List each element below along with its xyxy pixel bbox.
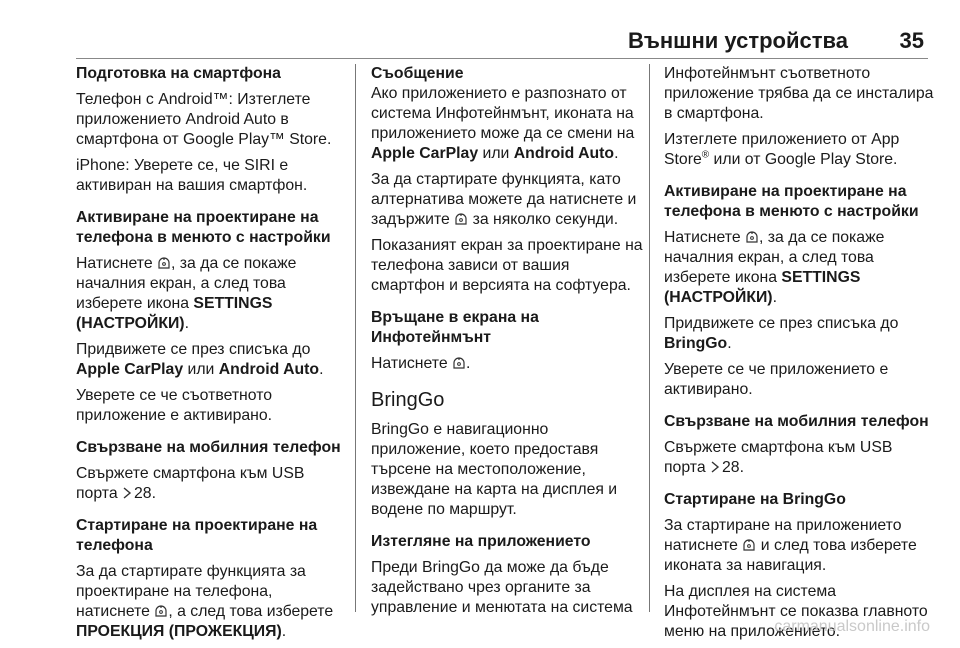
section-heading: Активиране на проектиране на телефона в менюто с настройки — [76, 209, 331, 246]
paragraph: BringGo е навигационно приложение, което предоставя търсене на местоположение, извеждане на карта на дисплея и водене по маршрут. — [371, 421, 618, 518]
registered-mark: ® — [701, 149, 710, 161]
paragraph: Инфотейнмънт съответното приложение трябва да се инсталира в смартфона. — [664, 65, 934, 122]
chapter-heading: BringGo — [371, 389, 445, 411]
paragraph: Уверете се че съответното приложение е активирано. — [76, 387, 273, 424]
section-heading: Свързване на мобилния телефон — [76, 439, 341, 456]
paragraph: Придвижете се през списъка до BringGo. — [664, 315, 899, 352]
page-header — [0, 0, 960, 64]
page-reference-link[interactable]: 28. — [134, 485, 156, 502]
paragraph: Телефон с Android™: Изтеглете приложението Android Auto в смартфона от Google Play™ Store. — [76, 91, 332, 148]
paragraph: Свържете смартфона към USB порта 28. — [664, 439, 893, 476]
paragraph: Придвижете се през списъка до Apple CarPlay или Android Auto. — [76, 341, 324, 378]
section-heading: Активиране на проектиране на телефона в менюто с настройки — [664, 183, 919, 220]
paragraph: За стартиране на приложението натиснете и след това изберете иконата за навигация. — [664, 517, 917, 574]
paragraph: Свържете смартфона към USB порта 28. — [76, 465, 305, 502]
paragraph: iPhone: Уверете се, че SIRI е активиран на вашия смартфон. — [76, 157, 308, 194]
home-icon — [455, 213, 467, 225]
paragraph: За да стартирате функцията за проектиране на телефона, натиснете , а след това изберете ПРОЕКЦИЯ (ПРОЖЕКЦИЯ). — [76, 563, 334, 640]
section-heading: Изтегляне на приложението — [371, 533, 591, 550]
section-heading: Стартиране на BringGo — [664, 491, 846, 508]
watermark: carmanualsonline.info — [774, 618, 930, 635]
section-heading: Подготовка на смартфона — [76, 65, 281, 82]
column-divider — [355, 64, 356, 612]
paragraph: Показаният екран за проектиране на телефона зависи от вашия смартфон и версията на софтуера. — [371, 237, 643, 294]
paragraph: Преди BringGo да може да бъде задействано чрез органите за управление и менютата на система — [371, 559, 633, 616]
section-heading: Връщане в екрана на Инфотейнмънт — [371, 309, 539, 346]
page-number: 35 — [899, 28, 924, 53]
home-icon — [453, 357, 465, 369]
paragraph: Натиснете , за да се покаже началния екран, а след това изберете икона SETTINGS (НАСТРОЙКИ). — [76, 255, 297, 332]
home-icon — [743, 539, 755, 551]
section-heading: Свързване на мобилния телефон — [664, 413, 929, 430]
paragraph: Изтеглете приложението от App Store® или от Google Play Store. — [664, 131, 900, 168]
home-icon — [158, 257, 170, 269]
header-rule — [76, 58, 928, 59]
column-1 — [76, 64, 350, 648]
section-heading: Стартиране на проектиране на телефона — [76, 517, 318, 554]
page-title: Външни устройства — [627, 28, 848, 53]
paragraph: На дисплея на система Инфотейнмънт се показва главното меню на приложението. — [664, 583, 928, 640]
paragraph: Натиснете , за да се покаже началния екран, а след това изберете икона SETTINGS (НАСТРОЙКИ). — [664, 229, 885, 306]
paragraph: За да стартирате функцията, като алтернатива можете да натиснете и задържите за няколко секунди. — [371, 171, 637, 228]
reference-arrow-icon — [710, 461, 720, 473]
paragraph: Натиснете . — [371, 355, 471, 372]
reference-arrow-icon — [122, 487, 132, 499]
paragraph: Уверете се че приложението е активирано. — [664, 361, 889, 398]
column-3 — [664, 64, 938, 648]
note-box — [371, 64, 645, 164]
home-icon — [155, 605, 167, 617]
note-title: Съобщение — [371, 65, 464, 82]
page-reference-link[interactable]: 28. — [722, 459, 744, 476]
column-2 — [371, 64, 645, 624]
column-divider — [649, 64, 650, 612]
home-icon — [746, 231, 758, 243]
note-text: Ако приложението е разпознато от система Инфотейнмънт, иконата на приложението може да се смени на Apple CarPlay или Android Auto. — [371, 85, 635, 162]
